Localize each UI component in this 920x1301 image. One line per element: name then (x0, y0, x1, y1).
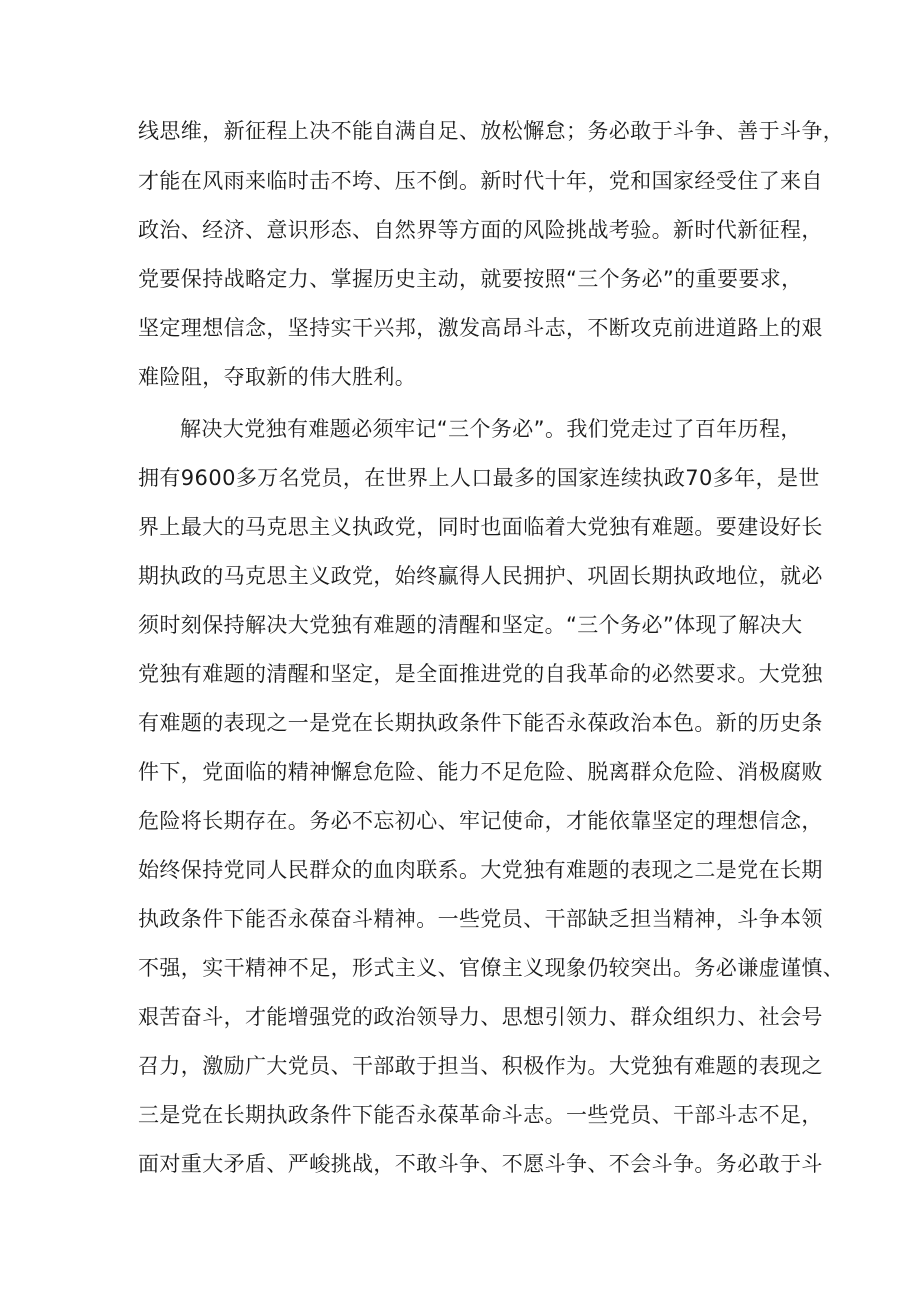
text-line: 执政条件下能否永葆奋斗精神。一些党员、干部缺乏担当精神，斗争本领 (138, 907, 823, 931)
text-line: 始终保持党同人民群众的血肉联系。大党独有难题的表现之二是党在长期 (138, 858, 823, 882)
text-line: 召力，激励广大党员、干部敢于担当、积极作为。大党独有难题的表现之 (138, 1054, 823, 1078)
text-line: 期执政的马克思主义政党，始终赢得人民拥护、巩固长期执政地位，就必 (138, 564, 823, 588)
text-line: 界上最大的马克思主义执政党，同时也面临着大党独有难题。要建设好长 (138, 515, 823, 539)
text-line: 难险阻，夺取新的伟大胜利。 (138, 365, 417, 389)
text-line: 政治、经济、意识形态、自然界等方面的风险挑战考验。新时代新征程， (138, 218, 823, 242)
text-line: 件下，党面临的精神懈怠危险、能力不足危险、脱离群众危险、消极腐败 (138, 760, 823, 784)
text-line: 党独有难题的清醒和坚定，是全面推进党的自我革命的必然要求。大党独 (138, 662, 823, 686)
text-line: 才能在风雨来临时击不垮、压不倒。新时代十年，党和国家经受住了来自 (138, 169, 823, 193)
text-line: 不强，实干精神不足，形式主义、官僚主义现象仍较突出。务必谦虚谨慎、 (138, 956, 845, 980)
text-line: 危险将长期存在。务必不忘初心、牢记使命，才能依靠坚定的理想信念， (138, 809, 823, 833)
text-line: 坚定理想信念，坚持实干兴邦，激发高昂斗志，不断攻克前进道路上的艰 (138, 316, 823, 340)
text-line: 党要保持战略定力、掌握历史主动，就要按照“三个务必”的重要要求， (138, 267, 803, 291)
text-line: 三是党在长期执政条件下能否永葆革命斗志。一些党员、干部斗志不足， (138, 1103, 823, 1127)
text-line: 艰苦奋斗，才能增强党的政治领导力、思想引领力、群众组织力、社会号 (138, 1005, 823, 1029)
text-line: 拥有9600多万名党员，在世界上人口最多的国家连续执政70多年，是世 (138, 466, 820, 490)
text-line: 线思维，新征程上决不能自满自足、放松懈怠；务必敢于斗争、善于斗争， (138, 119, 845, 143)
text-line: 须时刻保持解决大党独有难题的清醒和坚定。“三个务必”体现了解决大 (138, 613, 803, 637)
text-line: 解决大党独有难题必须牢记“三个务必”。我们党走过了百年历程， (180, 417, 802, 441)
text-line: 有难题的表现之一是党在长期执政条件下能否永葆政治本色。新的历史条 (138, 711, 823, 735)
text-line: 面对重大矛盾、严峻挑战，不敢斗争、不愿斗争、不会斗争。务必敢于斗 (138, 1152, 823, 1176)
